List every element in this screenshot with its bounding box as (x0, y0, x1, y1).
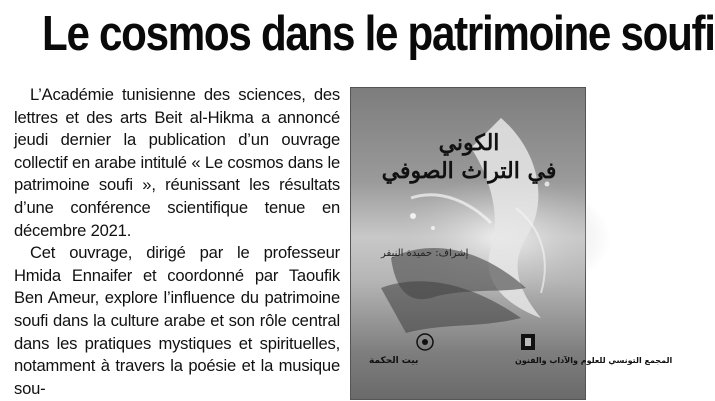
article-body (14, 84, 340, 400)
cover-editor: إشراف: حميدة النيفر (381, 248, 469, 259)
article-paragraph: L’Académie tunisienne des sciences, des lettres et des arts Beit al-Hikma a annoncé jeudi dernier la publication d’un ouvrage collectif en arabe intitulé « Le cosmos dans le patrimoine soufi », réunissant les résultats d’une conférence scientifique tenue en décembre 2021. (14, 85, 340, 240)
cover-title-line-1: الكوني (438, 130, 500, 156)
cover-publisher-right: المجمع التونسي للعلوم والآداب والفنون (515, 356, 673, 365)
cover-title-line-2: في التراث الصوفي (381, 158, 557, 184)
article-headline: Le cosmos dans le patrimoine soufi (42, 7, 715, 61)
cover-publisher-left: بيت الحكمة (369, 356, 419, 366)
article-paragraph: Cet ouvrage, dirigé par le professeur Hmida Ennaifer et coordonné par Taoufik Ben Ameur, explore l’influence du patrimoine soufi dans la culture arabe et son rôle central dans les pratiques mystiques et spirituelles, notamment à travers la poésie et la musique sou- (14, 243, 340, 398)
book-cover-image (350, 87, 673, 400)
publisher-logo-icon (519, 332, 537, 352)
academy-emblem-icon (415, 332, 435, 352)
